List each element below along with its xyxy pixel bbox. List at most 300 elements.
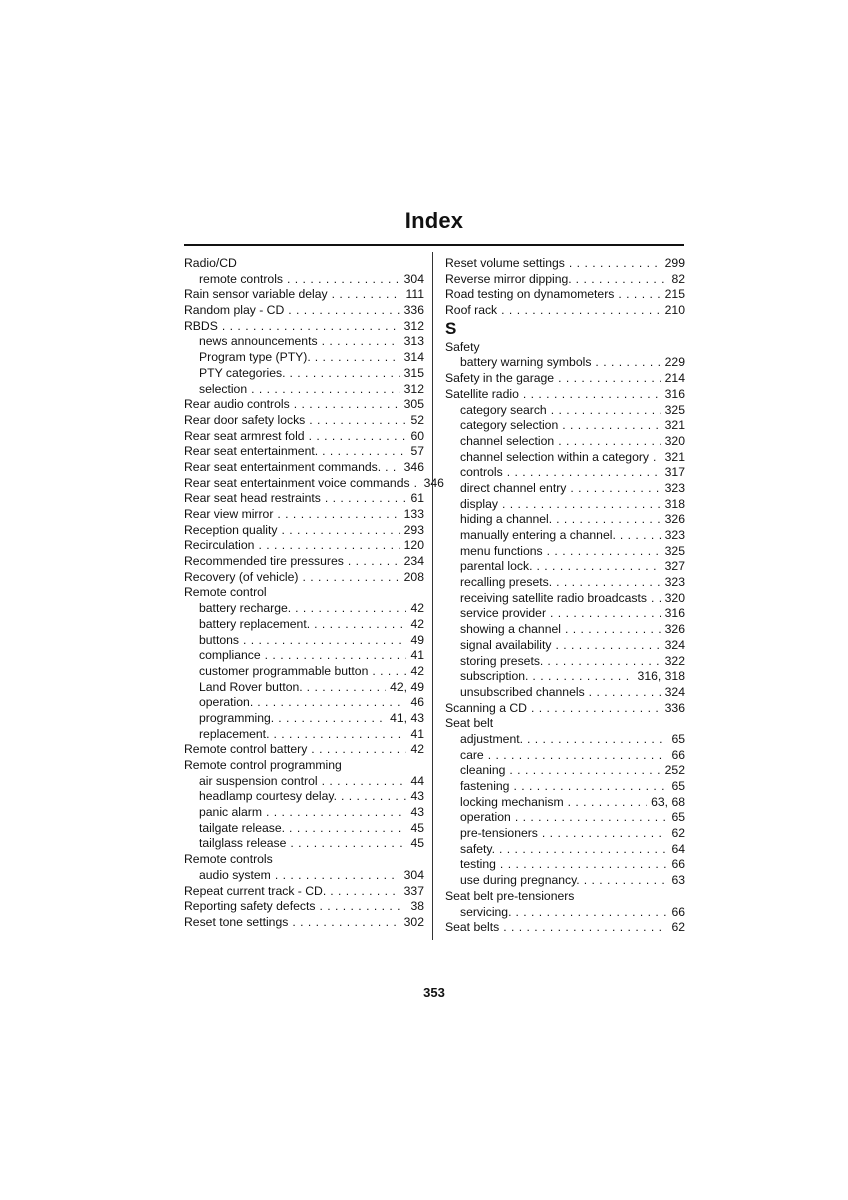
- dot-leader: [243, 633, 406, 649]
- dot-leader: [372, 664, 406, 680]
- index-term: operation: [460, 810, 511, 825]
- dot-leader: [278, 711, 386, 727]
- index-entry: [184, 852, 424, 868]
- dot-leader: [651, 591, 661, 607]
- page-number: 353: [423, 985, 445, 1000]
- index-page-ref: 321: [664, 449, 685, 464]
- index-term: PTY categories.: [199, 365, 286, 380]
- index-term: locking mechanism: [460, 794, 564, 809]
- index-term: Rear seat entertainment commands.: [184, 459, 382, 474]
- index-subentry: [184, 366, 424, 382]
- dot-leader: [251, 382, 400, 398]
- index-subentry: [184, 601, 424, 617]
- dot-leader: [550, 606, 661, 622]
- index-entry: [445, 889, 685, 905]
- index-term: menu functions: [460, 543, 543, 558]
- index-term: Roof rack: [445, 303, 498, 318]
- index-page-ref: 336: [664, 700, 685, 715]
- index-column-right: [445, 256, 685, 936]
- dot-leader: [309, 429, 407, 445]
- dot-leader: [288, 303, 399, 319]
- dot-leader: [348, 554, 400, 570]
- dot-leader: [290, 836, 406, 852]
- index-page-ref: 336: [403, 303, 424, 318]
- index-term: Road testing on dynamometers: [445, 287, 615, 302]
- index-term: Program type (PTY).: [199, 350, 311, 365]
- index-subentry: [445, 591, 685, 607]
- index-group-r: [445, 256, 685, 319]
- index-subentry: [184, 272, 424, 288]
- index-page-ref: 45: [410, 836, 424, 851]
- index-term: hiding a channel.: [460, 512, 553, 527]
- index-term: service provider: [460, 606, 547, 621]
- dot-leader: [507, 465, 661, 481]
- index-term: news announcements: [199, 334, 318, 349]
- index-entry: [445, 371, 685, 387]
- dot-leader: [319, 899, 406, 915]
- dot-leader: [499, 842, 667, 858]
- dot-leader: [311, 742, 406, 758]
- dot-leader: [555, 638, 660, 654]
- index-page-ref: 322: [664, 653, 685, 668]
- dot-leader: [500, 857, 668, 873]
- index-term: replacement.: [199, 726, 270, 741]
- dot-leader: [503, 920, 667, 936]
- dot-leader: [322, 444, 406, 460]
- index-term: panic alarm: [199, 805, 262, 820]
- dot-leader: [315, 350, 400, 366]
- index-term: direct channel entry: [460, 480, 567, 495]
- index-term: Remote control: [184, 585, 267, 600]
- dot-leader: [322, 334, 400, 350]
- index-subentry: [184, 350, 424, 366]
- index-subentry: [445, 450, 685, 466]
- index-page-ref: 314: [403, 350, 424, 365]
- dot-leader: [222, 319, 400, 335]
- index-subentry: [445, 434, 685, 450]
- index-page-ref: 323: [664, 528, 685, 542]
- dot-leader: [287, 272, 400, 288]
- index-term: fastening: [460, 779, 510, 793]
- dot-leader: [653, 450, 661, 466]
- index-page-ref: 208: [403, 569, 424, 584]
- index-entry: [184, 413, 424, 429]
- index-term: Rear door safety locks: [184, 412, 306, 427]
- index-page-ref: 229: [664, 355, 685, 370]
- index-term: Safety in the garage: [445, 371, 555, 386]
- index-subentry: [445, 669, 685, 685]
- title-rule: [184, 244, 684, 246]
- index-page-ref: 326: [664, 512, 685, 527]
- dot-leader: [523, 387, 661, 403]
- index-entry: [184, 444, 424, 460]
- index-page-ref: 323: [664, 575, 685, 590]
- dot-leader: [277, 507, 399, 523]
- index-entry: [184, 585, 424, 601]
- index-page-ref: 346: [403, 459, 424, 474]
- index-subentry: [445, 654, 685, 670]
- index-term: parental lock.: [460, 559, 533, 574]
- index-term: manually entering a channel.: [460, 528, 616, 542]
- index-entry: [445, 387, 685, 403]
- index-term: signal availability: [460, 637, 552, 652]
- index-entry: [184, 507, 424, 523]
- index-page-ref: 133: [403, 507, 424, 521]
- index-page-ref: 66: [671, 747, 685, 762]
- index-entry: [445, 716, 685, 732]
- dot-leader: [309, 413, 406, 429]
- dot-leader: [341, 789, 406, 805]
- index-term: storing presets.: [460, 653, 544, 668]
- index-subentry: [445, 559, 685, 575]
- index-entry: [445, 303, 685, 319]
- index-term: servicing.: [460, 904, 512, 919]
- index-subentry: [445, 905, 685, 921]
- index-page-ref: 42: [410, 616, 424, 631]
- index-term: Reception quality: [184, 522, 278, 537]
- dot-leader: [565, 622, 661, 638]
- index-term: category selection: [460, 418, 559, 433]
- dot-leader: [290, 366, 400, 382]
- index-page-ref: 43: [410, 805, 424, 820]
- index-page-ref: 45: [410, 820, 424, 835]
- dot-leader: [257, 695, 406, 711]
- dot-leader: [273, 727, 406, 743]
- index-page-ref: 252: [664, 763, 685, 778]
- index-entry: [445, 256, 685, 272]
- index-subentry: [184, 633, 424, 649]
- dot-leader: [282, 523, 400, 539]
- index-term: use during pregnancy.: [460, 873, 580, 888]
- index-page-ref: 315: [403, 365, 424, 380]
- index-page-ref: 346: [423, 475, 444, 490]
- dot-leader: [325, 491, 407, 507]
- index-subentry: [184, 805, 424, 821]
- dot-leader: [266, 805, 406, 821]
- index-subentry: [184, 680, 424, 696]
- index-subentry: [445, 544, 685, 560]
- index-subentry: [184, 382, 424, 398]
- index-subentry: [184, 711, 424, 727]
- index-term: Reporting safety defects: [184, 899, 316, 914]
- index-page-ref: 49: [410, 632, 424, 647]
- index-subentry: [445, 403, 685, 419]
- index-term: Seat belt: [445, 716, 494, 731]
- index-page-ref: 324: [664, 637, 685, 652]
- index-page-ref: 38: [410, 899, 424, 914]
- dot-leader: [532, 669, 633, 685]
- index-term: Land Rover button.: [199, 679, 303, 694]
- index-term: Rear seat head restraints: [184, 491, 321, 506]
- index-page-ref: 65: [671, 810, 685, 825]
- index-page-ref: 42: [410, 663, 424, 678]
- index-term: Remote control battery: [184, 742, 308, 757]
- dot-leader: [289, 821, 406, 837]
- index-page-ref: 210: [664, 303, 685, 318]
- index-term: Rain sensor variable delay: [184, 287, 328, 302]
- index-term: tailgate release.: [199, 820, 286, 835]
- index-page-ref: 42: [410, 601, 424, 616]
- index-term: buttons: [199, 632, 239, 647]
- index-group-s: [445, 340, 685, 936]
- index-subentry: [184, 868, 424, 884]
- index-page-ref: 215: [664, 287, 685, 302]
- index-page-ref: 293: [403, 522, 424, 537]
- index-page-ref: 120: [403, 538, 424, 553]
- index-page-ref: 320: [664, 433, 685, 448]
- dot-leader: [294, 397, 400, 413]
- index-column-left: [184, 256, 444, 931]
- index-page-ref: 111: [405, 287, 424, 302]
- dot-leader: [570, 481, 660, 497]
- index-subentry: [445, 732, 685, 748]
- index-page-ref: 299: [664, 256, 685, 270]
- index-page-ref: 65: [671, 731, 685, 746]
- index-term: customer programmable button: [199, 663, 369, 678]
- dot-leader: [385, 460, 400, 476]
- index-page-ref: 64: [671, 841, 685, 856]
- index-subentry: [445, 873, 685, 889]
- index-page-ref: 312: [403, 381, 424, 396]
- index-subentry: [445, 465, 685, 481]
- index-subentry: [445, 810, 685, 826]
- index-term: Satellite radio: [445, 386, 519, 401]
- index-entry: [184, 287, 424, 303]
- dot-leader: [501, 303, 661, 319]
- index-subentry: [445, 528, 685, 544]
- dot-leader: [558, 434, 660, 450]
- index-term: battery warning symbols: [460, 355, 592, 370]
- index-entry: [445, 272, 685, 288]
- dot-leader: [330, 884, 399, 900]
- index-term: testing: [460, 857, 496, 872]
- index-page-ref: 42: [410, 742, 424, 757]
- index-subentry: [445, 575, 685, 591]
- index-page-ref: 234: [403, 554, 424, 569]
- index-page-ref: 46: [410, 695, 424, 710]
- dot-leader: [275, 868, 400, 884]
- index-page-ref: 66: [671, 857, 685, 872]
- index-subentry: [445, 685, 685, 701]
- index-term: Seat belt pre-tensioners: [445, 888, 575, 903]
- index-term: Radio/CD: [184, 256, 237, 270]
- index-entry: [445, 701, 685, 717]
- index-page-ref: 323: [664, 480, 685, 495]
- dot-leader: [302, 570, 399, 586]
- index-page-ref: 65: [671, 779, 685, 793]
- index-entry: [184, 899, 424, 915]
- index-page-ref: 66: [671, 904, 685, 919]
- index-page-ref: 321: [664, 418, 685, 433]
- index-term: Repeat current track - CD.: [184, 883, 327, 898]
- index-entry: [445, 340, 685, 356]
- index-term: operation.: [199, 695, 254, 710]
- index-page-ref: 52: [410, 412, 424, 427]
- index-page-ref: 313: [403, 334, 424, 349]
- index-entry: [184, 491, 424, 507]
- index-page-ref: 43: [410, 789, 424, 804]
- dot-leader: [620, 528, 661, 544]
- index-subentry: [445, 355, 685, 371]
- index-subentry: [445, 779, 685, 795]
- index-page-ref: 337: [403, 883, 424, 898]
- index-subentry: [445, 748, 685, 764]
- index-entry: [184, 256, 424, 272]
- dot-leader: [547, 544, 661, 560]
- dot-leader: [513, 779, 667, 795]
- index-entry: [445, 920, 685, 936]
- dot-leader: [584, 873, 668, 889]
- dot-leader: [265, 648, 407, 664]
- index-entry: [184, 742, 424, 758]
- index-term: unsubscribed channels: [460, 684, 585, 699]
- index-term: receiving satellite radio broadcasts: [460, 590, 647, 605]
- dot-leader: [589, 685, 661, 701]
- index-term: care: [460, 747, 484, 762]
- index-page-ref: 305: [403, 397, 424, 412]
- index-page-ref: 312: [403, 318, 424, 333]
- index-term: tailglass release: [199, 836, 287, 851]
- index-term: Recovery (of vehicle): [184, 569, 299, 584]
- index-subentry: [184, 648, 424, 664]
- index-term: channel selection: [460, 433, 555, 448]
- index-page-ref: 324: [664, 684, 685, 699]
- index-entry: [184, 554, 424, 570]
- dot-leader: [556, 512, 661, 528]
- index-term: air suspension control: [199, 773, 318, 788]
- dot-leader: [576, 272, 668, 288]
- index-term: Reverse mirror dipping.: [445, 271, 572, 286]
- index-subentry: [184, 617, 424, 633]
- index-term: cleaning: [460, 763, 506, 778]
- index-term: display: [460, 496, 498, 511]
- dot-leader: [292, 915, 399, 931]
- index-term: battery replacement.: [199, 616, 311, 631]
- index-subentry: [445, 763, 685, 779]
- index-term: Scanning a CD: [445, 700, 527, 715]
- index-term: battery recharge.: [199, 601, 292, 616]
- dot-leader: [332, 287, 402, 303]
- index-entry: [184, 460, 424, 476]
- dot-leader: [537, 559, 661, 575]
- index-subentry: [184, 821, 424, 837]
- dot-leader: [551, 403, 661, 419]
- dot-leader: [568, 795, 647, 811]
- dot-leader: [595, 355, 660, 371]
- index-term: subscription.: [460, 669, 529, 684]
- index-term: Reset tone settings: [184, 914, 289, 929]
- dot-leader: [314, 617, 406, 633]
- index-entry: [184, 429, 424, 445]
- dot-leader: [414, 476, 420, 492]
- index-entry: [184, 303, 424, 319]
- index-term: Rear audio controls: [184, 397, 290, 412]
- index-page-ref: 325: [664, 402, 685, 417]
- index-entry: [184, 915, 424, 931]
- dot-leader: [515, 905, 667, 921]
- index-page-ref: 41: [410, 726, 424, 741]
- index-entry: [184, 758, 424, 774]
- index-term: Seat belts: [445, 920, 500, 935]
- index-entry: [184, 397, 424, 413]
- index-entry: [184, 319, 424, 335]
- index-page-ref: 318: [664, 496, 685, 511]
- index-subentry: [445, 418, 685, 434]
- dot-leader: [531, 701, 661, 717]
- index-subentry: [445, 622, 685, 638]
- index-subentry: [184, 774, 424, 790]
- index-term: remote controls: [199, 271, 283, 286]
- index-term: RBDS: [184, 318, 218, 333]
- dot-leader: [488, 748, 668, 764]
- index-subentry: [445, 512, 685, 528]
- index-subentry: [184, 789, 424, 805]
- index-term: Recirculation: [184, 538, 255, 553]
- index-entry: [445, 287, 685, 303]
- dot-leader: [502, 497, 661, 513]
- index-term: audio system: [199, 867, 271, 882]
- index-term: Rear seat entertainment.: [184, 444, 319, 459]
- index-subentry: [184, 334, 424, 350]
- dot-leader: [527, 732, 667, 748]
- dot-leader: [569, 256, 661, 272]
- index-page-ref: 304: [403, 271, 424, 286]
- index-page-ref: 326: [664, 622, 685, 637]
- index-subentry: [445, 638, 685, 654]
- index-page-ref: 63: [671, 873, 685, 888]
- dot-leader: [618, 287, 660, 303]
- dot-leader: [547, 654, 660, 670]
- index-page-ref: 302: [403, 914, 424, 929]
- index-page-ref: 44: [410, 773, 424, 788]
- index-page-ref: 316: [664, 606, 685, 621]
- index-subentry: [184, 695, 424, 711]
- index-term: Safety: [445, 339, 480, 354]
- index-subentry: [184, 664, 424, 680]
- index-entry: [184, 570, 424, 586]
- index-page-ref: 60: [410, 428, 424, 443]
- index-page-ref: 42, 49: [390, 679, 424, 694]
- dot-leader: [322, 774, 407, 790]
- index-subentry: [445, 826, 685, 842]
- index-entry: [184, 884, 424, 900]
- index-subentry: [445, 795, 685, 811]
- index-page-ref: 304: [403, 867, 424, 882]
- index-page-ref: 214: [664, 371, 685, 386]
- index-page-ref: 41: [410, 648, 424, 663]
- index-page-ref: 62: [671, 920, 685, 935]
- index-subentry: [184, 836, 424, 852]
- index-subentry: [184, 727, 424, 743]
- dot-leader: [562, 418, 660, 434]
- index-term: Remote control programming: [184, 758, 342, 772]
- index-page-ref: 61: [410, 491, 424, 506]
- index-term: compliance: [199, 648, 261, 663]
- index-entry: [184, 538, 424, 554]
- page-title: Index: [404, 208, 464, 233]
- index-entry: [184, 523, 424, 539]
- dot-leader: [558, 371, 661, 387]
- index-page-ref: 57: [410, 444, 424, 459]
- dot-leader: [307, 680, 386, 696]
- index-page-ref: 82: [671, 271, 685, 286]
- index-term: Random play - CD: [184, 303, 285, 318]
- dot-leader: [515, 810, 668, 826]
- index-term: category search: [460, 402, 547, 417]
- index-subentry: [445, 497, 685, 513]
- index-term: adjustment.: [460, 731, 524, 746]
- index-page-ref: 325: [664, 543, 685, 558]
